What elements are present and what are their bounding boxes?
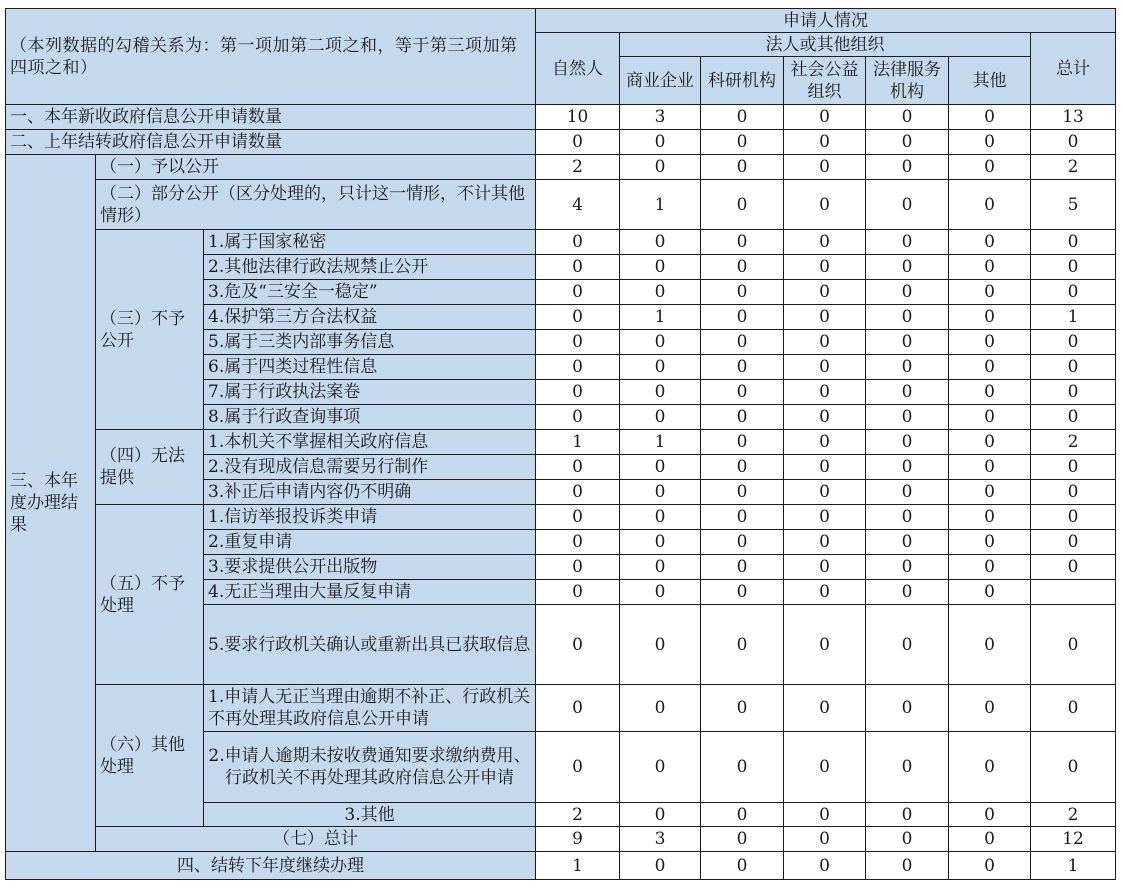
value-cell: 0 [866, 530, 949, 555]
row-label: 2.申请人逾期未按收费通知要求缴纳费用、行政机关不再处理其政府信息公开申请 [204, 732, 536, 803]
value-cell: 0 [536, 455, 620, 480]
value-cell: 0 [949, 852, 1031, 880]
value-cell: 0 [784, 732, 866, 803]
table-row [6, 155, 1116, 180]
value-cell: 0 [866, 852, 949, 880]
value-cell: 0 [620, 355, 701, 380]
value-cell: 0 [701, 430, 784, 455]
row-label: 3.补正后申请内容仍不明确 [204, 480, 536, 505]
value-cell: 0 [1031, 732, 1116, 803]
value-cell: 0 [536, 505, 620, 530]
value-cell: 0 [536, 255, 620, 280]
value-cell: 0 [536, 555, 620, 580]
value-cell: 0 [784, 605, 866, 685]
value-cell: 0 [866, 827, 949, 852]
social-header: 社会公益组织 [784, 57, 866, 105]
value-cell: 0 [784, 580, 866, 605]
value-cell: 0 [701, 130, 784, 155]
value-cell: 0 [1031, 455, 1116, 480]
value-cell: 0 [949, 505, 1031, 530]
value-cell: 0 [620, 155, 701, 180]
value-cell: 0 [701, 732, 784, 803]
value-cell: 0 [620, 380, 701, 405]
value-cell: 0 [620, 405, 701, 430]
value-cell: 0 [949, 732, 1031, 803]
value-cell: 0 [536, 530, 620, 555]
value-cell [1031, 580, 1116, 605]
value-cell: 0 [784, 455, 866, 480]
value-cell: 0 [701, 685, 784, 732]
category-label: （四）无法提供 [96, 430, 204, 505]
row-label: 一、本年新收政府信息公开申请数量 [6, 105, 536, 130]
value-cell: 0 [620, 732, 701, 803]
category-label: （六）其他处理 [96, 685, 204, 827]
value-cell: 0 [784, 355, 866, 380]
value-cell: 0 [701, 405, 784, 430]
value-cell: 0 [620, 255, 701, 280]
value-cell: 0 [784, 380, 866, 405]
value-cell: 10 [536, 105, 620, 130]
value-cell: 0 [536, 605, 620, 685]
value-cell: 0 [784, 330, 866, 355]
value-cell: 0 [701, 355, 784, 380]
value-cell: 0 [701, 803, 784, 827]
value-cell: 0 [784, 480, 866, 505]
value-cell: 0 [949, 230, 1031, 255]
value-cell: 0 [620, 580, 701, 605]
category-label: （三）不予公开 [96, 230, 204, 430]
value-cell: 0 [536, 280, 620, 305]
row-label: 3.要求提供公开出版物 [204, 555, 536, 580]
value-cell: 5 [1031, 180, 1116, 230]
value-cell: 0 [620, 685, 701, 732]
value-cell: 0 [536, 130, 620, 155]
value-cell: 1 [620, 180, 701, 230]
value-cell: 0 [866, 605, 949, 685]
table-row [6, 685, 1116, 732]
value-cell: 1 [536, 430, 620, 455]
value-cell: 0 [701, 580, 784, 605]
value-cell: 4 [536, 180, 620, 230]
value-cell: 0 [536, 732, 620, 803]
value-cell: 0 [1031, 405, 1116, 430]
value-cell: 0 [620, 280, 701, 305]
value-cell: 0 [701, 255, 784, 280]
value-cell: 0 [949, 305, 1031, 330]
value-cell: 0 [784, 155, 866, 180]
value-cell: 0 [784, 280, 866, 305]
value-cell: 0 [866, 555, 949, 580]
row-label: 3.其他 [204, 803, 536, 827]
value-cell: 0 [784, 305, 866, 330]
table-row [6, 105, 1116, 130]
value-cell: 0 [866, 155, 949, 180]
row-label: （七）总计 [96, 827, 536, 852]
applicant-header: 申请人情况 [536, 9, 1116, 33]
row-label: （一）予以公开 [96, 155, 536, 180]
total-header: 总计 [1031, 33, 1116, 105]
row-label: 2.没有现成信息需要另行制作 [204, 455, 536, 480]
value-cell: 0 [1031, 280, 1116, 305]
value-cell: 0 [949, 380, 1031, 405]
table-row [6, 180, 1116, 230]
row-label: （二）部分公开（区分处理的，只计这一情形，不计其他情形） [96, 180, 536, 230]
value-cell: 0 [784, 255, 866, 280]
value-cell: 0 [866, 230, 949, 255]
value-cell: 0 [620, 852, 701, 880]
value-cell: 0 [1031, 130, 1116, 155]
row-label: 4.无正当理由大量反复申请 [204, 580, 536, 605]
row-label: 4.保护第三方合法权益 [204, 305, 536, 330]
value-cell: 0 [1031, 505, 1116, 530]
value-cell: 0 [866, 405, 949, 430]
value-cell: 0 [949, 530, 1031, 555]
value-cell: 0 [866, 505, 949, 530]
table-row [6, 430, 1116, 455]
value-cell: 0 [536, 230, 620, 255]
value-cell: 0 [701, 330, 784, 355]
value-cell: 0 [866, 803, 949, 827]
value-cell: 0 [620, 530, 701, 555]
value-cell: 0 [701, 380, 784, 405]
value-cell: 0 [536, 480, 620, 505]
value-cell: 0 [620, 455, 701, 480]
value-cell: 0 [1031, 380, 1116, 405]
table-row [6, 130, 1116, 155]
value-cell: 0 [784, 827, 866, 852]
table-row [6, 827, 1116, 852]
value-cell: 0 [949, 605, 1031, 685]
value-cell: 0 [949, 480, 1031, 505]
value-cell: 0 [784, 852, 866, 880]
row-label: 二、上年结转政府信息公开申请数量 [6, 130, 536, 155]
value-cell: 0 [701, 155, 784, 180]
value-cell: 0 [949, 105, 1031, 130]
row-label: 1.申请人无正当理由逾期不补正、行政机关不再处理其政府信息公开申请 [204, 685, 536, 732]
value-cell: 0 [784, 530, 866, 555]
value-cell: 1 [1031, 852, 1116, 880]
value-cell: 0 [866, 255, 949, 280]
row-label: 8.属于行政查询事项 [204, 405, 536, 430]
value-cell: 0 [866, 732, 949, 803]
table-row [6, 852, 1116, 880]
value-cell: 13 [1031, 105, 1116, 130]
value-cell: 0 [949, 355, 1031, 380]
value-cell: 0 [866, 455, 949, 480]
table-row [6, 505, 1116, 530]
value-cell: 0 [784, 430, 866, 455]
value-cell: 0 [784, 130, 866, 155]
value-cell: 0 [949, 803, 1031, 827]
table-note: （本列数据的勾稽关系为：第一项加第二项之和，等于第三项加第四项之和） [6, 9, 536, 105]
value-cell: 0 [866, 355, 949, 380]
value-cell: 0 [949, 155, 1031, 180]
value-cell: 0 [701, 505, 784, 530]
value-cell: 0 [1031, 605, 1116, 685]
value-cell: 0 [866, 580, 949, 605]
value-cell: 0 [784, 685, 866, 732]
value-cell: 2 [1031, 803, 1116, 827]
value-cell: 0 [1031, 555, 1116, 580]
value-cell: 0 [536, 580, 620, 605]
value-cell: 0 [536, 330, 620, 355]
value-cell: 0 [784, 105, 866, 130]
row-label: 6.属于四类过程性信息 [204, 355, 536, 380]
value-cell: 12 [1031, 827, 1116, 852]
value-cell: 0 [1031, 480, 1116, 505]
value-cell: 0 [620, 330, 701, 355]
category-label: （五）不予处理 [96, 505, 204, 685]
value-cell: 0 [949, 180, 1031, 230]
value-cell: 0 [536, 355, 620, 380]
value-cell: 0 [949, 555, 1031, 580]
value-cell: 0 [701, 827, 784, 852]
value-cell: 1 [620, 305, 701, 330]
value-cell: 0 [866, 380, 949, 405]
value-cell: 0 [1031, 230, 1116, 255]
value-cell: 0 [866, 105, 949, 130]
value-cell: 0 [620, 555, 701, 580]
value-cell: 0 [949, 280, 1031, 305]
value-cell: 0 [701, 105, 784, 130]
table-row [6, 230, 1116, 255]
value-cell: 2 [536, 803, 620, 827]
value-cell: 0 [701, 230, 784, 255]
value-cell: 0 [784, 230, 866, 255]
value-cell: 0 [701, 555, 784, 580]
value-cell: 0 [536, 305, 620, 330]
value-cell: 0 [620, 130, 701, 155]
value-cell: 0 [949, 130, 1031, 155]
value-cell: 0 [949, 455, 1031, 480]
row-label: 2.其他法律行政法规禁止公开 [204, 255, 536, 280]
value-cell: 0 [536, 380, 620, 405]
section3-label: 三、本年度办理结果 [6, 155, 96, 852]
value-cell: 0 [620, 605, 701, 685]
value-cell: 9 [536, 827, 620, 852]
value-cell: 1 [536, 852, 620, 880]
commercial-header: 商业企业 [620, 57, 701, 105]
value-cell: 0 [620, 230, 701, 255]
value-cell: 2 [1031, 155, 1116, 180]
natural-person-header: 自然人 [536, 33, 620, 105]
value-cell: 0 [866, 305, 949, 330]
value-cell: 1 [620, 430, 701, 455]
value-cell: 0 [949, 405, 1031, 430]
value-cell: 0 [536, 405, 620, 430]
row-label: 1.本机关不掌握相关政府信息 [204, 430, 536, 455]
value-cell: 2 [1031, 430, 1116, 455]
value-cell: 0 [866, 130, 949, 155]
value-cell: 0 [949, 255, 1031, 280]
legal-service-header: 法律服务机构 [866, 57, 949, 105]
row-label: 5.要求行政机关确认或重新出具已获取信息 [204, 605, 536, 685]
value-cell: 0 [701, 530, 784, 555]
value-cell: 0 [866, 330, 949, 355]
value-cell: 0 [620, 480, 701, 505]
value-cell: 0 [1031, 685, 1116, 732]
value-cell: 3 [620, 827, 701, 852]
value-cell: 0 [949, 827, 1031, 852]
gov-info-disclosure-table [5, 8, 1116, 880]
value-cell: 0 [701, 280, 784, 305]
row-label: 3.危及“三安全一稳定” [204, 280, 536, 305]
value-cell: 0 [701, 305, 784, 330]
value-cell: 0 [866, 480, 949, 505]
value-cell: 0 [784, 180, 866, 230]
value-cell: 0 [1031, 330, 1116, 355]
value-cell: 0 [784, 555, 866, 580]
other-header: 其他 [949, 57, 1031, 105]
value-cell: 0 [866, 685, 949, 732]
row-label: 四、结转下年度继续办理 [6, 852, 536, 880]
legal-org-header: 法人或其他组织 [620, 33, 1031, 57]
value-cell: 2 [536, 155, 620, 180]
value-cell: 0 [1031, 355, 1116, 380]
value-cell: 0 [536, 685, 620, 732]
value-cell: 0 [1031, 255, 1116, 280]
value-cell: 0 [701, 852, 784, 880]
row-label: 1.信访举报投诉类申请 [204, 505, 536, 530]
row-label: 7.属于行政执法案卷 [204, 380, 536, 405]
value-cell: 0 [866, 180, 949, 230]
value-cell: 0 [701, 480, 784, 505]
value-cell: 0 [701, 605, 784, 685]
value-cell: 0 [1031, 530, 1116, 555]
value-cell: 0 [701, 455, 784, 480]
row-label: 5.属于三类内部事务信息 [204, 330, 536, 355]
value-cell: 0 [866, 280, 949, 305]
value-cell: 0 [784, 803, 866, 827]
value-cell: 0 [949, 580, 1031, 605]
value-cell: 0 [949, 330, 1031, 355]
value-cell: 0 [866, 430, 949, 455]
value-cell: 0 [701, 180, 784, 230]
value-cell: 3 [620, 105, 701, 130]
value-cell: 0 [784, 405, 866, 430]
row-label: 2.重复申请 [204, 530, 536, 555]
research-header: 科研机构 [701, 57, 784, 105]
value-cell: 0 [949, 430, 1031, 455]
value-cell: 0 [949, 685, 1031, 732]
value-cell: 1 [1031, 305, 1116, 330]
value-cell: 0 [620, 505, 701, 530]
value-cell: 0 [620, 803, 701, 827]
row-label: 1.属于国家秘密 [204, 230, 536, 255]
value-cell: 0 [784, 505, 866, 530]
